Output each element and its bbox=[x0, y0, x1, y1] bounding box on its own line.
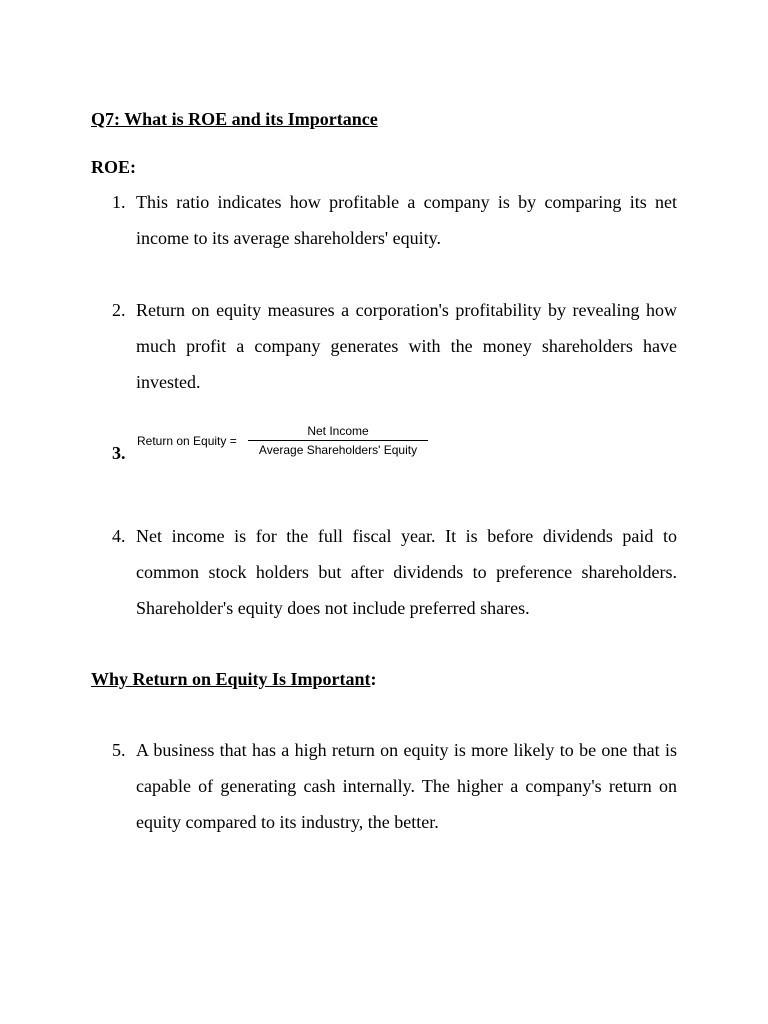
list-item-number: 2. bbox=[112, 300, 126, 320]
list-item-text: This ratio indicates how profitable a company is by comparing its net income to its average shareholders' equity. bbox=[136, 192, 677, 248]
question-title: Q7: What is ROE and its Importance bbox=[91, 109, 378, 129]
list-item-text: A business that has a high return on equity is more likely to be one that is capable of generating cash internally. The higher a company's return on equity compared to its industry, the better. bbox=[136, 740, 677, 832]
list-item-number: 4. bbox=[112, 526, 126, 546]
formula-fraction bbox=[248, 424, 428, 457]
list-item-text: Return on equity measures a corporation's profitability by revealing how much profit a company generates with the money shareholders have invested. bbox=[136, 300, 677, 392]
roe-formula bbox=[112, 420, 442, 470]
formula-denominator: Average Shareholders' Equity bbox=[258, 443, 418, 457]
roe-heading: ROE: bbox=[91, 157, 136, 177]
list-item-number: 5. bbox=[112, 740, 126, 760]
list-item-1 bbox=[112, 184, 677, 256]
why-important-heading-text: Why Return on Equity Is Important bbox=[91, 669, 371, 689]
list-item-5 bbox=[112, 732, 677, 840]
list-item-text: Net income is for the full fiscal year. It is before dividends paid to common stock holders but after dividends to preference shareholders. Shareholder's equity does not include preferred shares. bbox=[136, 526, 677, 618]
list-item-4 bbox=[112, 518, 677, 626]
why-important-heading bbox=[91, 668, 377, 690]
list-item-number: 3. bbox=[112, 443, 126, 463]
list-item-number: 1. bbox=[112, 192, 126, 212]
why-important-heading-colon: : bbox=[370, 669, 377, 689]
formula-numerator: Net Income bbox=[307, 424, 369, 438]
list-item-2 bbox=[112, 292, 677, 400]
formula-lhs: Return on Equity = bbox=[137, 434, 237, 448]
